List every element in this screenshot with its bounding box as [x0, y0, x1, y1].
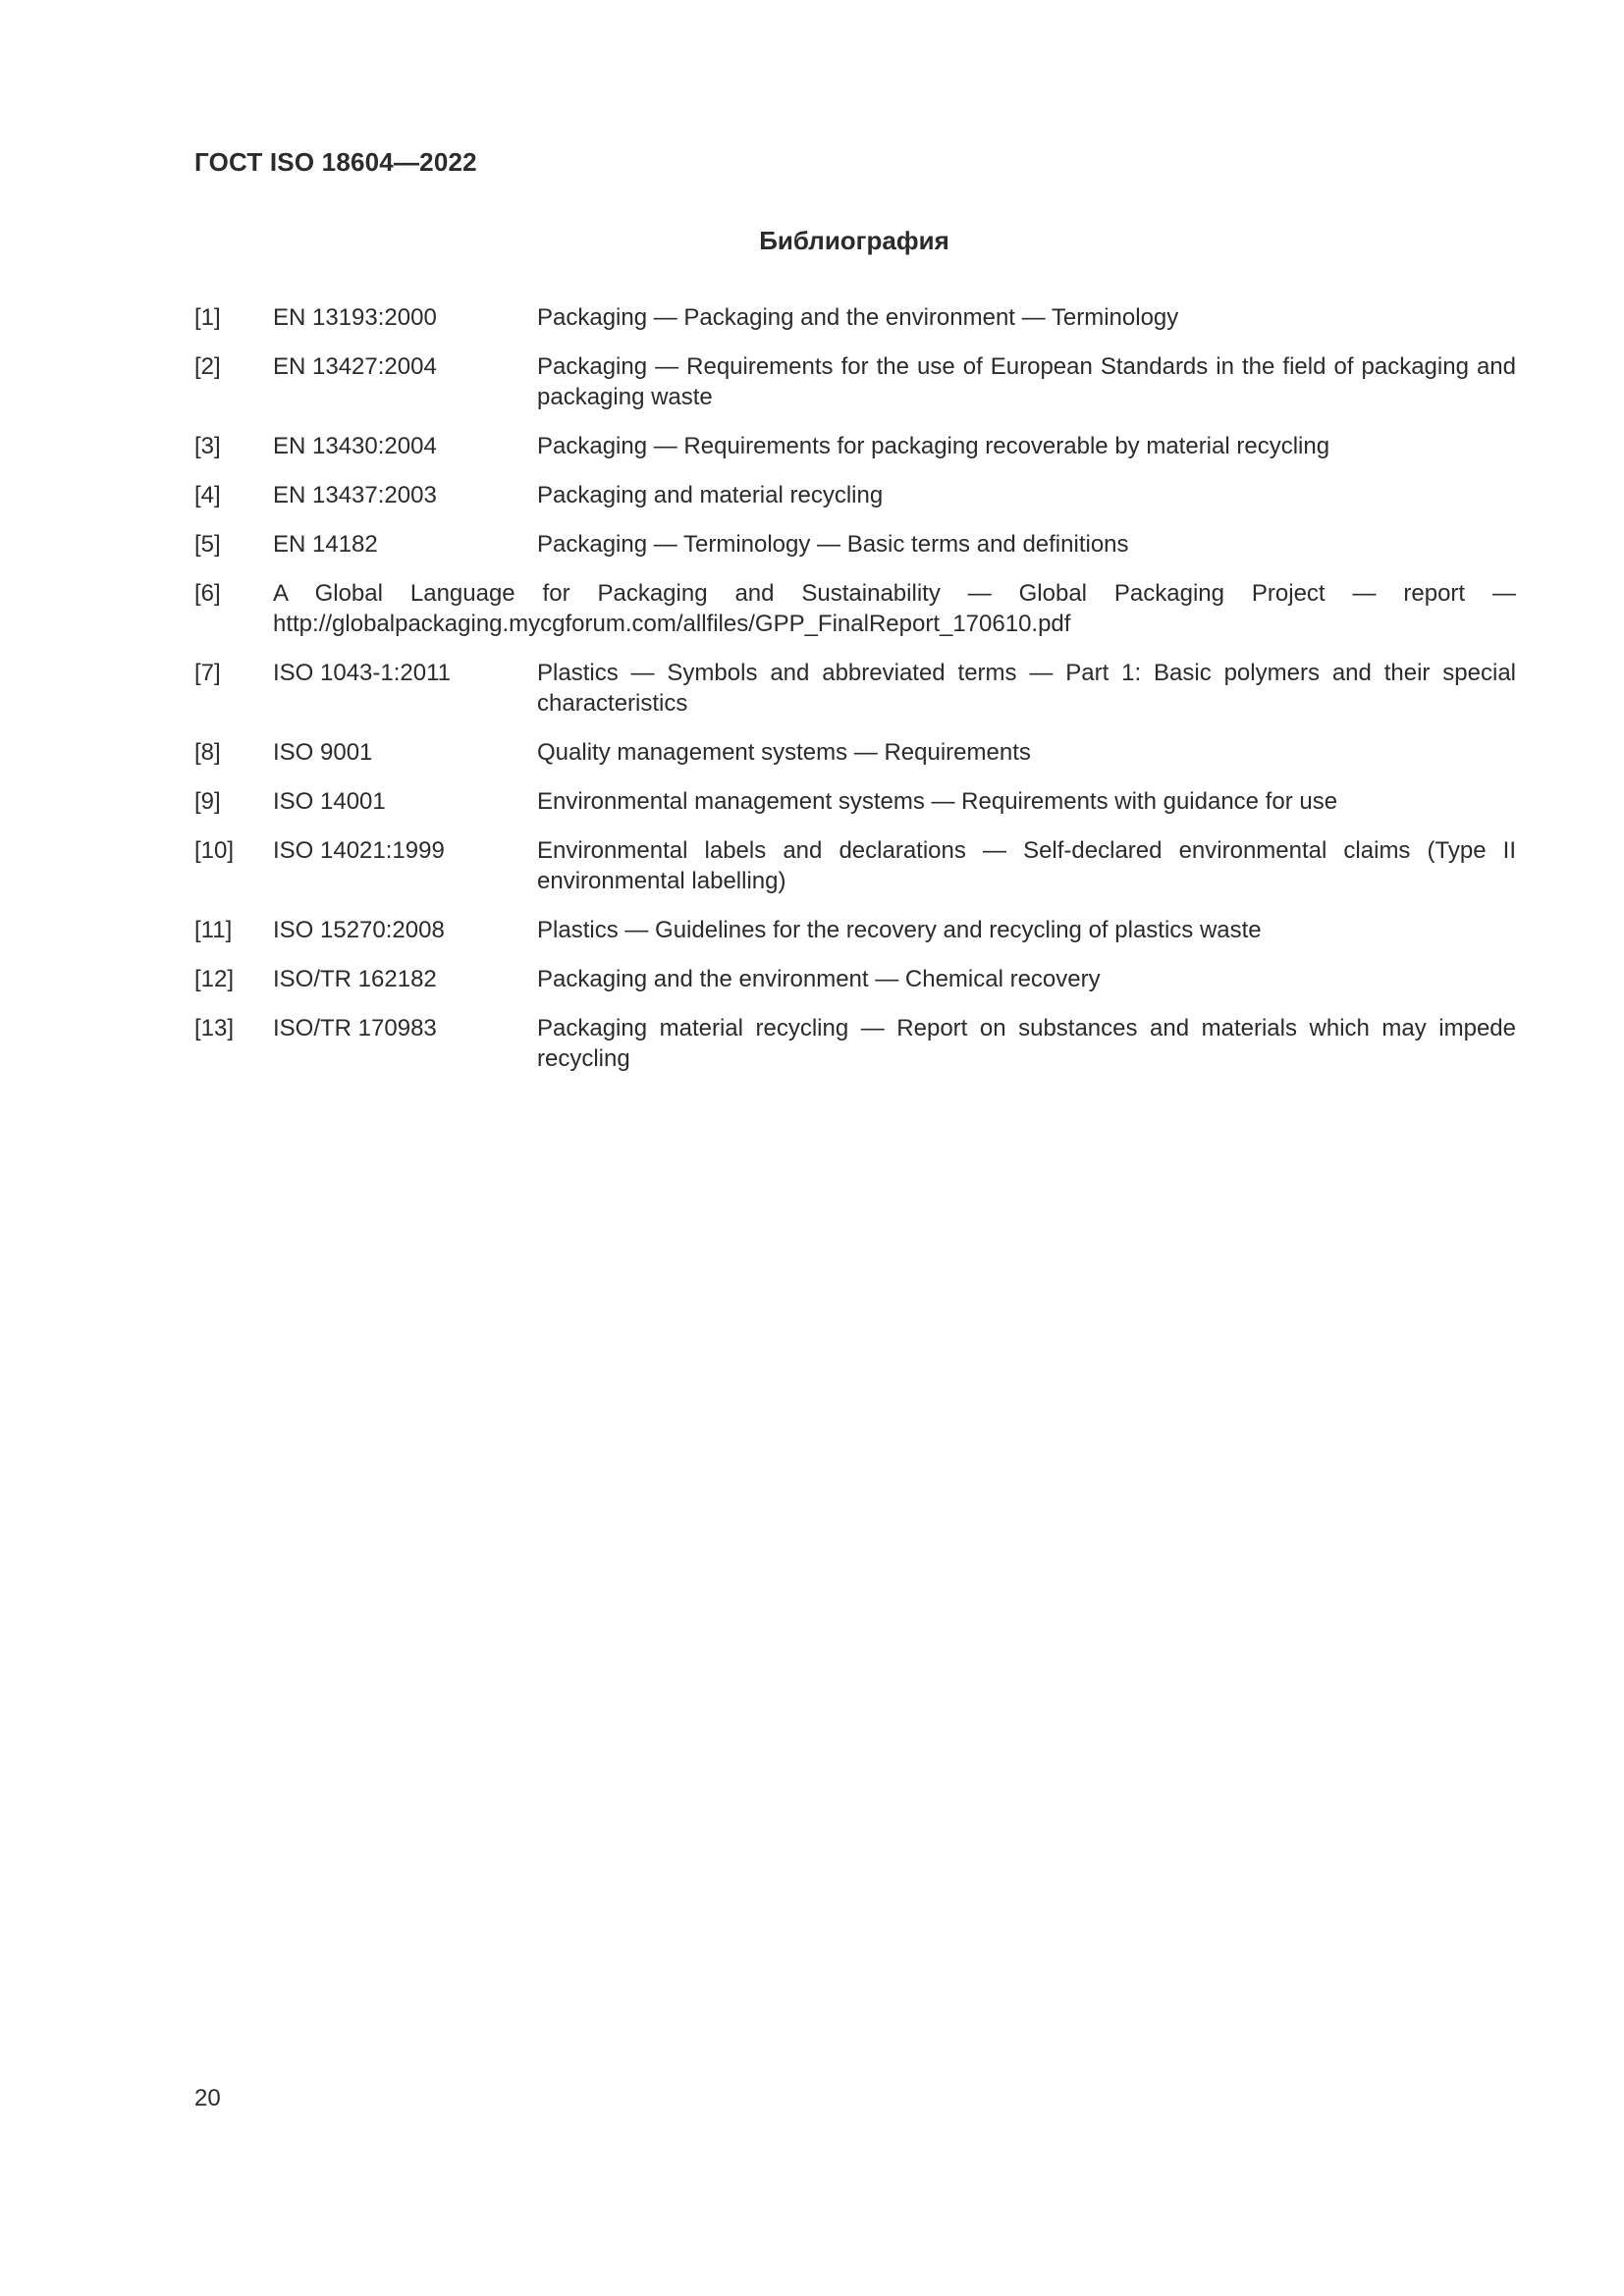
- bibliography-list: [194, 302, 1516, 1093]
- reference-title: Packaging — Packaging and the environment — Terminology: [537, 304, 1179, 331]
- reference-number: [1]: [194, 304, 221, 331]
- reference-title: Environmental management systems — Requirements with guidance for use: [537, 788, 1338, 815]
- reference-number: [9]: [194, 788, 221, 815]
- reference-number: [5]: [194, 531, 221, 558]
- reference-code: ISO 14001: [273, 788, 386, 815]
- reference-code: EN 13430:2004: [273, 433, 437, 459]
- reference-code: EN 13427:2004: [273, 353, 437, 380]
- reference-title: Packaging — Terminology — Basic terms and definitions: [537, 531, 1129, 558]
- bibliography-item: [194, 1013, 1516, 1074]
- reference-code: ISO/TR 162182: [273, 966, 437, 992]
- reference-title: Packaging and the environment — Chemical recovery: [537, 966, 1101, 992]
- reference-title: Quality management systems — Requirements: [537, 739, 1031, 766]
- bibliography-item: [194, 302, 1516, 333]
- bibliography-item: [194, 964, 1516, 994]
- bibliography-item: [194, 431, 1516, 461]
- bibliography-item: [194, 737, 1516, 768]
- bibliography-item: [194, 480, 1516, 510]
- reference-code: ISO 14021:1999: [273, 837, 445, 864]
- bibliography-item: [194, 835, 1516, 896]
- reference-code: EN 14182: [273, 531, 378, 558]
- reference-title: Environmental labels and declarations — Self-declared environmental claims (Type II environmental labelling): [537, 837, 1516, 894]
- reference-code: ISO 9001: [273, 739, 373, 766]
- bibliography-item: [194, 786, 1516, 817]
- bibliography-item: [194, 529, 1516, 560]
- reference-code: ISO/TR 170983: [273, 1015, 437, 1041]
- reference-number: [4]: [194, 482, 221, 508]
- bibliography-item: [194, 351, 1516, 412]
- document-header: ГОСТ ISO 18604—2022: [194, 147, 477, 177]
- reference-code: EN 13437:2003: [273, 482, 437, 508]
- bibliography-item: [194, 658, 1516, 719]
- bibliography-item: [194, 578, 1516, 639]
- section-title: Библиография: [759, 226, 949, 255]
- reference-number: [10]: [194, 837, 235, 864]
- reference-title: Packaging and material recycling: [537, 482, 884, 508]
- reference-number: [3]: [194, 433, 221, 459]
- reference-title: Packaging material recycling — Report on substances and materials which may impede recycling: [537, 1015, 1516, 1072]
- reference-number: [8]: [194, 739, 221, 766]
- reference-title: A Global Language for Packaging and Sustainability — Global Packaging Project — report — http://globalpackaging.mycgforum.com/allfiles/GPP_FinalReport_170610.pdf: [273, 580, 1516, 637]
- reference-number: [12]: [194, 966, 235, 992]
- reference-title: Packaging — Requirements for packaging recoverable by material recycling: [537, 433, 1330, 459]
- reference-number: [2]: [194, 353, 221, 380]
- reference-number: [7]: [194, 660, 221, 686]
- reference-title: Packaging — Requirements for the use of European Standards in the field of packaging and packaging waste: [537, 353, 1516, 410]
- bibliography-item: [194, 915, 1516, 945]
- reference-title: Plastics — Symbols and abbreviated terms — Part 1: Basic polymers and their special characteristics: [537, 660, 1516, 717]
- reference-code: ISO 1043-1:2011: [273, 660, 452, 686]
- reference-number: [6]: [194, 580, 221, 607]
- page-number: 20: [194, 2085, 221, 2111]
- reference-title: Plastics — Guidelines for the recovery and recycling of plastics waste: [537, 917, 1262, 943]
- reference-code: EN 13193:2000: [273, 304, 437, 331]
- reference-number: [11]: [194, 917, 233, 943]
- reference-number: [13]: [194, 1015, 235, 1041]
- reference-code: ISO 15270:2008: [273, 917, 445, 943]
